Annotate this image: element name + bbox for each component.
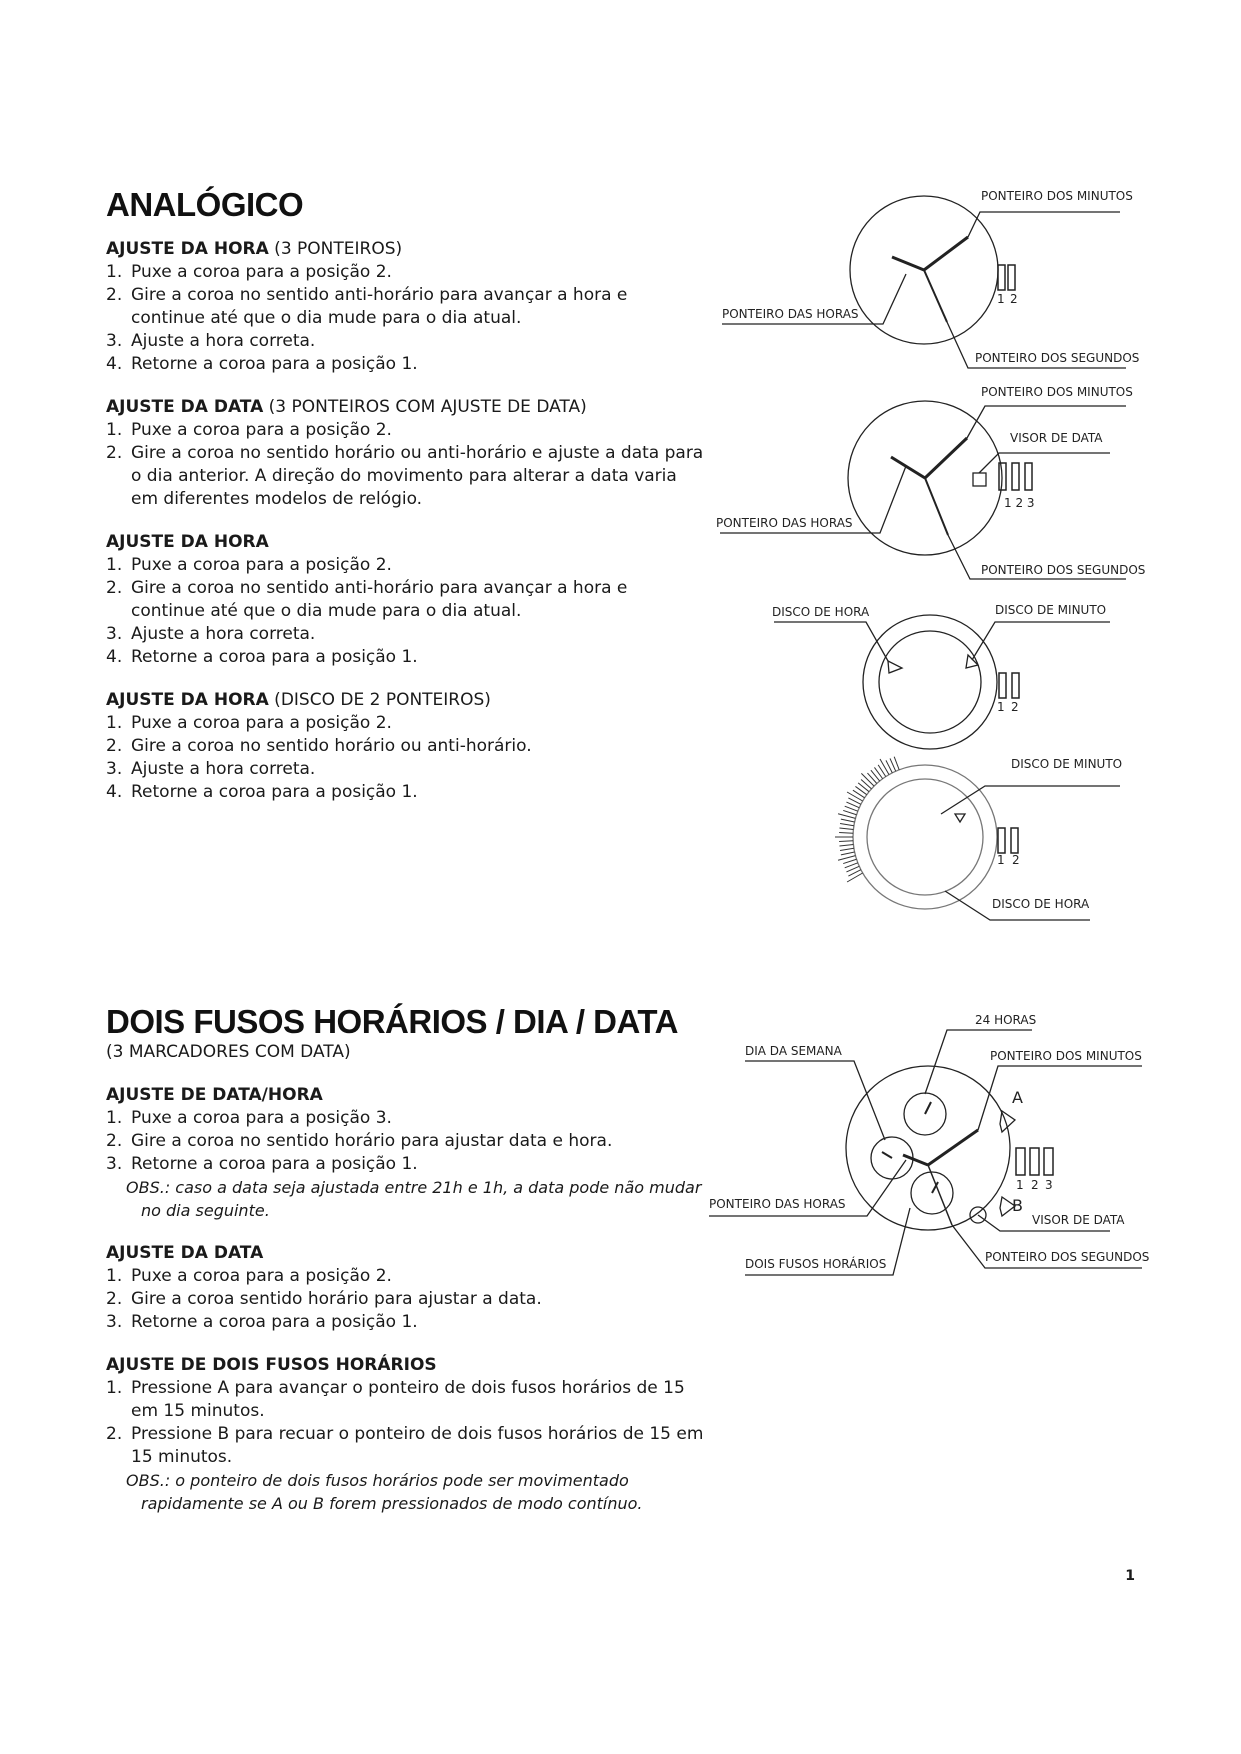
- watch-dial: [848, 401, 1002, 555]
- graduation-tick: [845, 806, 858, 811]
- crown-pos-1: [999, 673, 1006, 698]
- outer-ring: [863, 615, 997, 749]
- crown-pos-2: [1012, 463, 1019, 490]
- leader-line: [978, 1066, 1142, 1130]
- subdial-dual-time: [911, 1172, 953, 1214]
- obs-note: OBS.: o ponteiro de dois fusos horários pode ser movimentado rapidamente se A ou B forem pressionados de modo contínuo.: [126, 1471, 643, 1513]
- block-heading: AJUSTE DA HORA: [106, 532, 269, 552]
- pos-2: 2: [1011, 700, 1019, 714]
- pos-1: 1: [997, 292, 1005, 306]
- date-window: [973, 473, 986, 486]
- graduation-tick: [843, 859, 856, 863]
- watch-dial: [850, 196, 998, 344]
- leader-line: [941, 786, 1120, 814]
- leader-line: [709, 1160, 906, 1216]
- step: 2. Gire a coroa no sentido horário para ajustar data e hora.: [106, 1131, 613, 1151]
- outer-ring: [853, 765, 997, 909]
- graduation-tick: [858, 783, 869, 792]
- step-list: [106, 261, 706, 376]
- crown-pos-1: [998, 828, 1005, 853]
- block-heading: AJUSTE DE DOIS FUSOS HORÁRIOS: [106, 1355, 437, 1375]
- graduation-tick: [847, 792, 863, 801]
- leader-line: [720, 466, 906, 533]
- subdial-hand: [932, 1182, 938, 1193]
- leader-line: [968, 212, 1120, 237]
- step: 2. Gire a coroa sentido horário para ajustar a data.: [106, 1289, 542, 1309]
- pos-labels: 1 2 3: [1004, 496, 1035, 510]
- crown-pos-2: [1011, 828, 1018, 853]
- crown-pos-3: [1044, 1148, 1053, 1175]
- block-heading: AJUSTE DA DATA: [106, 1243, 264, 1263]
- minute-disc-marker: [966, 655, 978, 668]
- label-weekday: DIA DA SEMANA: [745, 1044, 842, 1058]
- step: 2. Gire a coroa no sentido horário ou anti-horário e ajuste a data para o dia anterior. A direção do movimento para alterar a data varia em diferentes modelos de relógio.: [106, 443, 704, 509]
- graduation-tick: [880, 759, 889, 775]
- watch-diagram-rotating: [835, 757, 1123, 920]
- step: 3. Retorne a coroa para a posição 1.: [106, 1312, 418, 1332]
- subdial-weekday: [871, 1137, 913, 1179]
- graduation-tick: [861, 779, 871, 788]
- inner-ring: [879, 631, 981, 733]
- label-hours: PONTEIRO DAS HORAS: [716, 516, 853, 530]
- step: 3. Retorne a coroa para a posição 1.: [106, 1154, 418, 1174]
- pos-2: 2: [1031, 1178, 1039, 1192]
- graduation-tick: [847, 873, 863, 882]
- graduation-tick: [855, 786, 866, 794]
- step-list: [106, 1377, 706, 1469]
- pos-1: 1: [997, 700, 1005, 714]
- label-seconds: PONTEIRO DOS SEGUNDOS: [975, 351, 1140, 365]
- label-date-window: VISOR DE DATA: [1010, 431, 1103, 445]
- graduation-tick: [838, 856, 855, 861]
- crown-pos-2: [1030, 1148, 1039, 1175]
- leader-line: [745, 1061, 885, 1140]
- block-ajuste-hora: [106, 531, 706, 669]
- crown-pos-2: [1008, 265, 1015, 290]
- leader-line: [978, 1215, 1110, 1231]
- obs-note: OBS.: caso a data seja ajustada entre 21h e 1h, a data pode não mudar no dia seguinte.: [126, 1178, 702, 1220]
- graduation-tick: [886, 760, 892, 772]
- label-hours: PONTEIRO DAS HORAS: [722, 307, 859, 321]
- pos-3: 3: [1045, 1178, 1053, 1192]
- graduation-tick: [846, 802, 859, 808]
- graduation-tick: [867, 773, 876, 783]
- second-hand: [924, 270, 947, 322]
- leader-line: [774, 622, 888, 661]
- page-number: 1: [1125, 1568, 1135, 1584]
- graduation-tick: [871, 770, 880, 781]
- block-ajuste-dois-fusos: [106, 1354, 706, 1515]
- pos-2: 2: [1012, 853, 1020, 867]
- hour-disc-marker: [888, 661, 902, 673]
- graduation-tick: [839, 828, 853, 829]
- label-hours: PONTEIRO DAS HORAS: [709, 1197, 846, 1211]
- graduation-tick: [839, 841, 853, 842]
- inner-ring: [867, 779, 983, 895]
- graduation-tick: [846, 866, 859, 872]
- label-pusher-a: A: [1012, 1088, 1023, 1107]
- label-24h: 24 HORAS: [975, 1013, 1037, 1027]
- leader-line: [945, 891, 1090, 920]
- graduation-tick: [848, 798, 860, 804]
- step: 3. Ajuste a hora correta.: [106, 759, 316, 779]
- section-title: DOIS FUSOS HORÁRIOS / DIA / DATA: [106, 1003, 678, 1040]
- graduation-tick: [874, 767, 882, 778]
- leader-line: [947, 322, 1126, 368]
- graduation-tick: [839, 832, 853, 833]
- leader-line: [967, 406, 1126, 438]
- ring-graduation: [835, 757, 899, 882]
- label-pusher-b: B: [1012, 1196, 1023, 1215]
- graduation-tick: [843, 810, 856, 814]
- pusher-b: [1000, 1197, 1015, 1216]
- graduation-tick: [845, 863, 858, 868]
- date-window: [970, 1207, 986, 1223]
- crown-pos-1: [998, 265, 1005, 290]
- block-ajuste-data-2: [106, 1242, 706, 1334]
- section-dois-fusos: [106, 1003, 706, 1515]
- step: 2. Gire a coroa no sentido horário ou anti-horário.: [106, 736, 532, 756]
- graduation-tick: [838, 814, 855, 819]
- subdial-hand: [882, 1152, 892, 1158]
- step: 2. Gire a coroa no sentido anti-horário para avançar a hora e continue até que o dia mude para o dia atual.: [106, 285, 628, 328]
- label-minute-disc: DISCO DE MINUTO: [995, 603, 1107, 617]
- graduation-tick: [841, 852, 855, 855]
- section-subtitle: (3 MARCADORES COM DATA): [106, 1042, 351, 1062]
- graduation-tick: [853, 790, 865, 798]
- watch-dial: [846, 1066, 1010, 1230]
- minute-hand: [928, 1130, 978, 1165]
- label-hour-disc: DISCO DE HORA: [772, 605, 870, 619]
- step: 1. Puxe a coroa para a posição 3.: [106, 1108, 392, 1128]
- pos-1: 1: [997, 853, 1005, 867]
- label-date-window: VISOR DE DATA: [1032, 1213, 1125, 1227]
- block-heading: AJUSTE DA HORA (3 PONTEIROS): [106, 239, 403, 259]
- crown-pos-3: [1025, 463, 1032, 490]
- block-heading: AJUSTE DE DATA/HORA: [106, 1085, 323, 1105]
- section-title: ANALÓGICO: [106, 186, 304, 223]
- pos-2: 2: [1010, 292, 1018, 306]
- pos-1: 1: [1016, 1178, 1024, 1192]
- step-list: [106, 419, 706, 511]
- step-list: [106, 1265, 706, 1334]
- graduation-tick: [878, 765, 886, 777]
- diagram-labels: [709, 189, 1149, 1271]
- step: 3. Ajuste a hora correta.: [106, 331, 316, 351]
- graduation-tick: [840, 824, 854, 826]
- step: 1. Puxe a coroa para a posição 2.: [106, 1266, 392, 1286]
- graduation-tick: [848, 870, 860, 876]
- section-analogico: [106, 186, 706, 804]
- label-minutes: PONTEIRO DOS MINUTOS: [981, 385, 1133, 399]
- block-ajuste-data: [106, 396, 706, 511]
- leader-line: [979, 453, 1110, 473]
- minute-disc-marker: [955, 814, 965, 822]
- graduation-tick: [841, 819, 855, 822]
- watch-diagram-date: [720, 401, 1126, 579]
- minute-hand: [925, 438, 967, 478]
- subdial-24h: [904, 1093, 946, 1135]
- step: 4. Retorne a coroa para a posição 1.: [106, 354, 418, 374]
- block-ajuste-data-hora: [106, 1084, 706, 1222]
- label-minutes: PONTEIRO DOS MINUTOS: [981, 189, 1133, 203]
- hour-hand: [891, 457, 925, 478]
- crown-pos-1: [999, 463, 1006, 490]
- label-minutes: PONTEIRO DOS MINUTOS: [990, 1049, 1142, 1063]
- crown-pos-2: [1012, 673, 1019, 698]
- step-list: [106, 554, 706, 669]
- label-seconds: PONTEIRO DOS SEGUNDOS: [985, 1250, 1150, 1264]
- step: 1. Puxe a coroa para a posição 2.: [106, 420, 392, 440]
- minute-hand: [924, 237, 968, 270]
- leader-line: [948, 535, 1126, 579]
- step-list: [106, 712, 706, 804]
- watch-diagram-3-hands: [722, 196, 1126, 368]
- crown-pos-1: [1016, 1148, 1025, 1175]
- watch-diagram-disc: [774, 615, 1110, 749]
- step: 2. Gire a coroa no sentido anti-horário para avançar a hora e continue até que o dia mude para o dia atual.: [106, 578, 628, 621]
- block-heading: AJUSTE DA HORA (DISCO DE 2 PONTEIROS): [106, 690, 491, 710]
- step: 1. Puxe a coroa para a posição 2.: [106, 555, 392, 575]
- leader-line: [972, 622, 1110, 660]
- step: 1. Puxe a coroa para a posição 2.: [106, 713, 392, 733]
- step: 4. Retorne a coroa para a posição 1.: [106, 647, 418, 667]
- block-ajuste-hora-3p: [106, 238, 706, 376]
- label-dual-time: DOIS FUSOS HORÁRIOS: [745, 1257, 887, 1271]
- graduation-tick: [890, 758, 896, 771]
- pusher-a: [1000, 1111, 1015, 1132]
- second-hand: [925, 478, 948, 535]
- leader-line: [745, 1208, 910, 1275]
- graduation-tick: [894, 757, 899, 770]
- watch-diagram-dual-time: [709, 1030, 1142, 1275]
- label-minute-disc: DISCO DE MINUTO: [1011, 757, 1123, 771]
- block-ajuste-hora-disco: [106, 689, 706, 804]
- block-heading: AJUSTE DA DATA (3 PONTEIROS COM AJUSTE DE DATA): [106, 397, 587, 417]
- step: 4. Retorne a coroa para a posição 1.: [106, 782, 418, 802]
- hour-hand: [903, 1155, 928, 1165]
- leader-line: [952, 1225, 1142, 1268]
- label-hour-disc: DISCO DE HORA: [992, 897, 1090, 911]
- leader-line: [925, 1030, 1032, 1094]
- label-seconds: PONTEIRO DOS SEGUNDOS: [981, 563, 1146, 577]
- graduation-tick: [840, 848, 854, 850]
- second-hand: [928, 1165, 952, 1225]
- graduation-tick: [861, 773, 874, 786]
- hour-hand: [892, 257, 924, 270]
- subdial-hand: [925, 1102, 931, 1114]
- step-list: [106, 1107, 706, 1176]
- step: 3. Ajuste a hora correta.: [106, 624, 316, 644]
- step: 1. Puxe a coroa para a posição 2.: [106, 262, 392, 282]
- leader-line: [722, 274, 906, 324]
- graduation-tick: [839, 845, 853, 846]
- step: 2. Pressione B para recuar o ponteiro de dois fusos horários de 15 em 15 minutos.: [106, 1424, 704, 1467]
- step: 1. Pressione A para avançar o ponteiro de dois fusos horários de 15 em 15 minutos.: [106, 1378, 685, 1421]
